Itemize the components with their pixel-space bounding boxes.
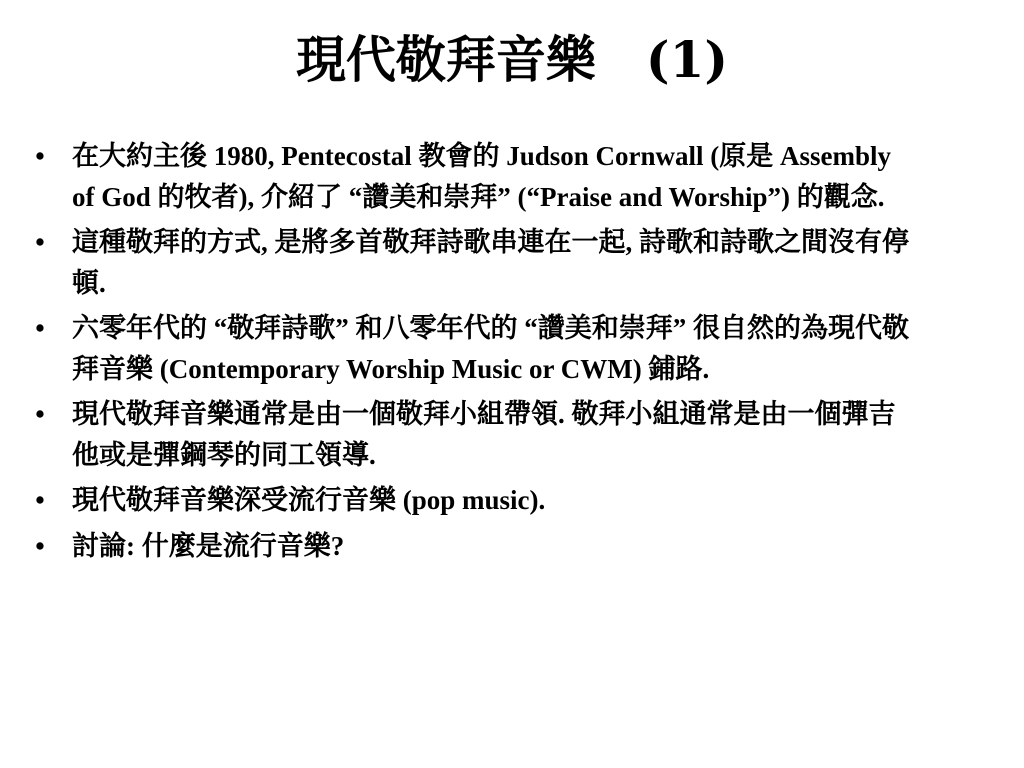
bullet-icon: • [35, 399, 45, 429]
bullet-item [30, 394, 910, 475]
bullet-item [30, 308, 910, 389]
bullet-text: 現代敬拜音樂深受流行音樂 (pop music). [72, 485, 546, 515]
bullet-icon: • [35, 141, 45, 171]
bullet-text: 討論: 什麼是流行音樂? [72, 530, 345, 561]
bullet-icon: • [35, 530, 45, 561]
bullet-item [30, 480, 910, 521]
slide-title: 現代敬拜音樂 (1) [295, 30, 729, 89]
bullet-item [30, 526, 910, 567]
bullet-icon: • [35, 227, 45, 257]
bullet-text: 現代敬拜音樂通常是由一個敬拜小組帶領. 敬拜小組通常是由一個彈吉他或是彈鋼琴的同工領導. [72, 399, 896, 470]
bullet-text: 在大約主後 1980, Pentecostal 教會的 Judson Cornwall (原是 Assembly of God 的牧者), 介紹了 “讚美和崇拜” (“Praise and Worship”) 的觀念. [72, 141, 892, 212]
bullet-item [30, 222, 910, 303]
bullet-icon: • [35, 485, 45, 515]
bullet-icon: • [35, 313, 45, 343]
bullet-text: 六零年代的 “敬拜詩歌” 和八零年代的 “讚美和崇拜” 很自然的為現代敬拜音樂 (Contemporary Worship Music or CWM) 鋪路. [72, 313, 909, 384]
bullet-item [30, 136, 910, 217]
bullet-text: 這種敬拜的方式, 是將多首敬拜詩歌串連在一起, 詩歌和詩歌之間沒有停頓. [72, 227, 909, 298]
bullet-list [30, 136, 910, 571]
